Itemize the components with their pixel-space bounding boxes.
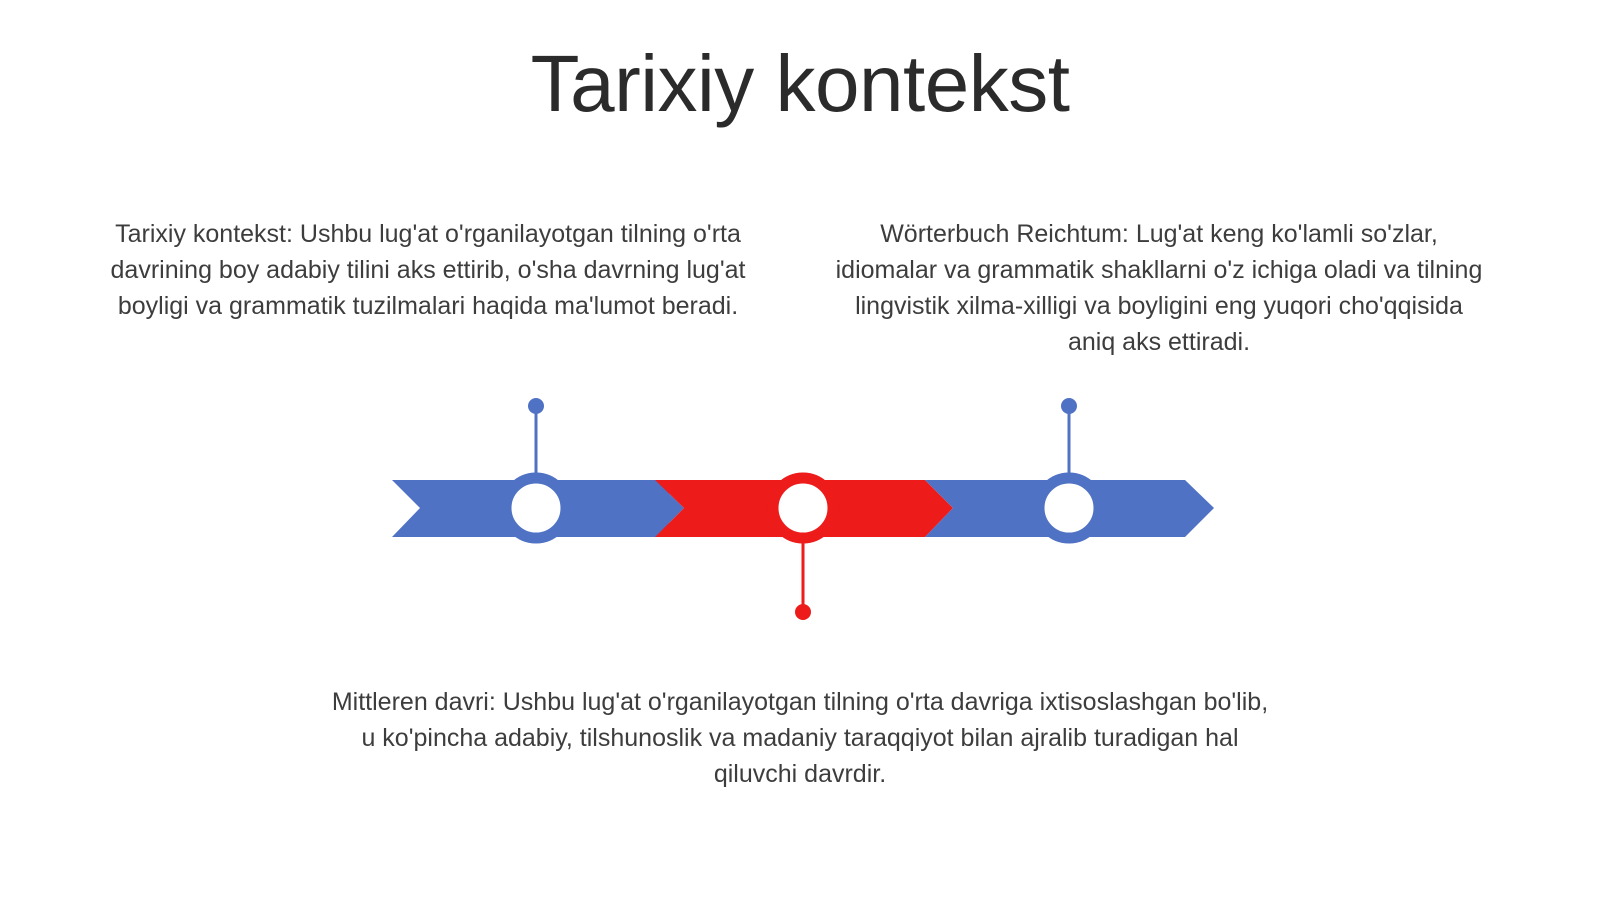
- milestone-ring-left: [506, 478, 566, 538]
- milestone-ring-bottom: [773, 478, 833, 538]
- milestone-ring-right: [1039, 478, 1099, 538]
- milestone-text-bottom: Mittleren davri: Ushbu lug'at o'rganilayotgan tilning o'rta davriga ixtisoslashgan bo'lib, u ko'pincha adabiy, tilshunoslik va madaniy taraqqiyot bilan ajralib turadigan hal qiluvchi davrdir.: [331, 688, 1269, 788]
- milestone-text-left: Tarixiy kontekst: Ushbu lug'at o'rganilayotgan tilning o'rta davrining boy adabiy tilini aks ettirib, o'sha davrning lug'at boyligi va grammatik tuzilmalari haqida ma'lumot beradi.: [110, 220, 746, 320]
- slide-title: Tarixiy kontekst: [530, 39, 1070, 128]
- milestone-dot-right: [1061, 398, 1077, 414]
- milestone-dot-left: [528, 398, 544, 414]
- milestone-text-right: Wörterbuch Reichtum: Lug'at keng ko'lamli so'zlar, idiomalar va grammatik shakllarni o'z ichiga oladi va tilning lingvistik xilma-xilligi va boyligini eng yuqori cho'qqisida aniq aks ettiradi.: [835, 220, 1483, 356]
- milestone-dot-bottom: [795, 604, 811, 620]
